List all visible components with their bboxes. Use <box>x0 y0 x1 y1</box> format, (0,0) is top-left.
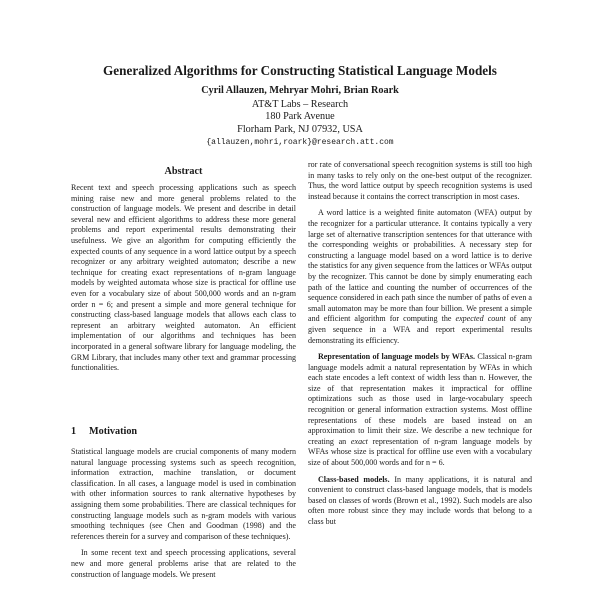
representation-text-a: Classical n-gram language models admit a natural representation by WFAs in which each state encodes a left context of width less than n. However, the size of that representation makes it impractical for offline optimizations such as those used in large-vocabulary speech recognition or general information extraction systems. Most offline representations of these models are based instead on an approximation to limit their size. We describe a new technique for creating an <box>308 352 532 446</box>
paper-title: Generalized Algorithms for Constructing Statistical Language Models <box>103 63 497 78</box>
representation-paragraph <box>308 352 532 469</box>
section-heading <box>71 426 137 437</box>
motivation-paragraph-2: In some recent text and speech processing applications, several new and more general problems arise that are related to the construction of language models. We present <box>71 548 296 579</box>
motivation-paragraph-1: Statistical language models are crucial components of many modern natural language processing systems such as speech recognition, information extraction, machine translation, or document classification. In all cases, a language model is used in combination with other information sources to rank alternative hypotheses by assigning them some probabilities. There are classical techniques for constructing language models such as n-gram models with various smoothing techniques (see Chen and Goodman (1998) and the references therein for a survey and comparison of these techniques). <box>71 447 296 541</box>
abstract-body <box>71 183 296 374</box>
affiliation-street: 180 Park Avenue <box>265 111 335 122</box>
right-column <box>308 160 532 528</box>
representation-heading: Representation of language models by WFAs. <box>318 352 476 362</box>
abstract-heading: Abstract <box>164 166 203 177</box>
affiliation-city: Florham Park, NJ 07932, USA <box>237 124 363 135</box>
expected-count-term: expected count <box>455 314 506 324</box>
affiliation-org: AT&T Labs – Research <box>251 99 349 110</box>
right-paragraph-top: ror rate of conversational speech recognition systems is still too high in many tasks to rely only on the one-best output of the recognizer. Thus, the word lattice output by speech recognition systems is used instead because it contains the correct transcription in most cases. <box>308 160 532 201</box>
word-lattice-paragraph <box>308 208 532 346</box>
section-title: Motivation <box>89 426 138 437</box>
class-based-paragraph <box>308 475 532 528</box>
class-based-heading: Class-based models. <box>318 474 390 484</box>
class-based-text: In many applications, it is natural and convenient to construct class-based language models, that is models based on classes of words (Brown et al., 1992). Such models are also often more robust since they may include words that belong to a class but <box>308 474 532 526</box>
author-email: {allauzen,mohri,roark}@research.att.com <box>206 138 394 147</box>
word-lattice-text-b: of any given sequence in a WFA and report experimental results demonstrating its efficiency. <box>308 314 533 345</box>
exact-term: exact <box>350 436 368 446</box>
word-lattice-text-a: A word lattice is a weighted finite automaton (WFA) output by the recognizer for a particular utterance. It contains typically a very large set of alternative transcription sentences for that utterance with the corresponding weights or probabilities. A necessary step for constructing a language model based on a word lattice is to derive the statistics for any given sequence from the lattices or WFAs output by the recognizer. This cannot be done by simply enumerating each path of the lattice and counting the number of occurrences of the sequence considered in each path since the number of paths of even a small automaton may be more than four billion. We present a simple and efficient algorithm for computing the <box>308 208 532 324</box>
motivation-body <box>71 447 296 580</box>
abstract-text: Recent text and speech processing applications such as speech mining raise new and more general problems related to the construction of language models. We present and describe in detail several new and efficient algorithms to address these more general problems and report experimental results demonstrating their usefulness. We give an algorithm for computing efficiently the expected counts of any sequence in a word lattice output by a speech recognizer or any arbitrary weighted automaton; describe a new technique for creating exact representations of n-gram language models by weighted automata whose size is practical for offline use even for a vocabulary size of about 500,000 words and an n-gram order n = 6; and present a simple and more general technique for constructing class-based language models that allows each class to represent an arbitrary weighted automaton. An efficient implementation of our algorithms and techniques has been incorporated in a general software library for language modeling, the GRM Library, that includes many other text and grammar processing functionalities. <box>71 183 296 373</box>
author-list: Cyril Allauzen, Mehryar Mohri, Brian Roark <box>201 85 399 96</box>
section-number: 1 <box>71 426 77 437</box>
representation-text-b: representation of n-gram language models by WFAs whose size is practical for offline use even with a vocabulary size of about 500,000 words and for n = 6. <box>308 436 532 468</box>
